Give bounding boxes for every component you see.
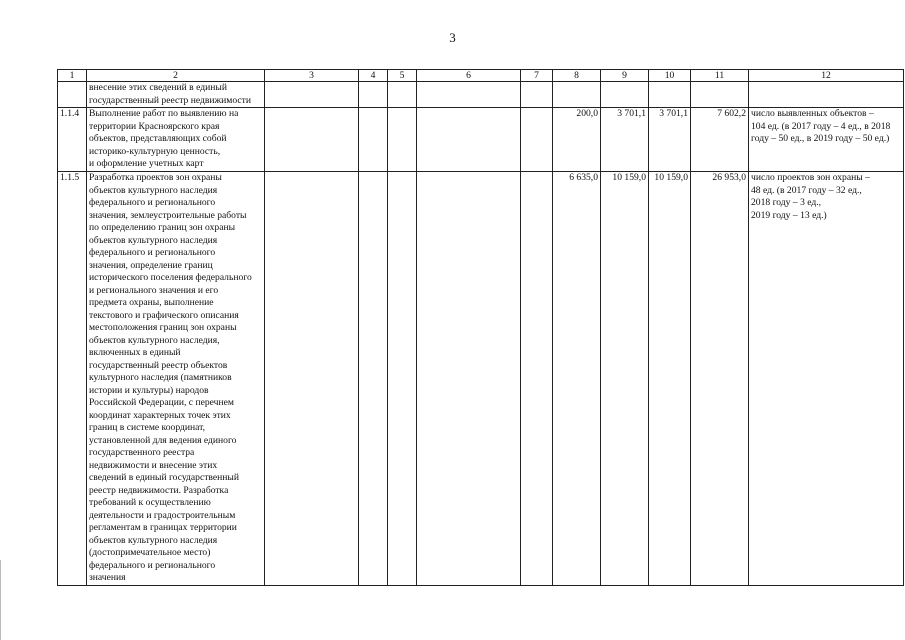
value-2017 — [553, 82, 601, 108]
empty-cell — [388, 108, 417, 172]
result-indicator: число проектов зон охраны – 48 ед. (в 2017 году – 32 ед., 2018 году – 3 ед., 2019 году – 13 ед.) — [749, 172, 904, 586]
row-description: внесение этих сведений в единый государственный реестр недвижимости — [87, 82, 265, 108]
value-2017: 200,0 — [553, 108, 601, 172]
value-2019 — [649, 82, 691, 108]
value-2017: 6 635,0 — [553, 172, 601, 586]
column-header: 12 — [749, 70, 904, 82]
table-row — [58, 82, 904, 108]
column-header: 8 — [553, 70, 601, 82]
column-header: 5 — [388, 70, 417, 82]
column-header: 3 — [265, 70, 359, 82]
empty-cell — [521, 82, 553, 108]
row-number: 1.1.4 — [58, 108, 87, 172]
value-2019: 3 701,1 — [649, 108, 691, 172]
empty-cell — [521, 172, 553, 586]
empty-cell — [265, 108, 359, 172]
value-2018: 10 159,0 — [601, 172, 649, 586]
value-total: 26 953,0 — [691, 172, 749, 586]
empty-cell — [359, 172, 388, 586]
row-number: 1.1.5 — [58, 172, 87, 586]
value-2019: 10 159,0 — [649, 172, 691, 586]
value-2018: 3 701,1 — [601, 108, 649, 172]
value-2018 — [601, 82, 649, 108]
column-number-row — [58, 70, 904, 82]
empty-cell — [388, 82, 417, 108]
empty-cell — [265, 172, 359, 586]
empty-cell — [417, 172, 521, 586]
column-header: 11 — [691, 70, 749, 82]
column-header: 4 — [359, 70, 388, 82]
scan-edge — [0, 560, 1, 640]
value-total: 7 602,2 — [691, 108, 749, 172]
result-indicator — [749, 82, 904, 108]
page-number: 3 — [449, 30, 456, 45]
column-header: 9 — [601, 70, 649, 82]
row-number — [58, 82, 87, 108]
empty-cell — [265, 82, 359, 108]
empty-cell — [417, 108, 521, 172]
empty-cell — [388, 172, 417, 586]
empty-cell — [359, 82, 388, 108]
column-header: 10 — [649, 70, 691, 82]
row-description: Выполнение работ по выявлению на территории Красноярского края объектов, представляющих собой историко-культурную ценность, и оформление учетных карт — [87, 108, 265, 172]
program-table — [57, 69, 904, 586]
column-header: 2 — [87, 70, 265, 82]
table-row — [58, 108, 904, 172]
value-total — [691, 82, 749, 108]
table-row — [58, 172, 904, 586]
column-header: 7 — [521, 70, 553, 82]
result-indicator: число выявленных объектов – 104 ед. (в 2017 году – 4 ед., в 2018 году – 50 ед., в 2019 году – 50 ед.) — [749, 108, 904, 172]
row-description: Разработка проектов зон охраны объектов культурного наследия федерального и регионального значения, землеустроительные работы по определению границ зон охраны объектов культурного наследия федерального и регионального значения, определение границ исторического поселения федерального и регионального значения и его предмета охраны, выполнение текстового и графического описания местоположения границ зон охраны объектов культурного наследия, включенных в единый государственный реестр объектов культурного наследия (памятников истории и культуры) народов Российской Федерации, с перечнем координат характерных точек этих границ в системе координат, установленной для ведения единого государственного реестра недвижимости и внесение этих сведений в единый государственный реестр недвижимости. Разработка требований к осуществлению деятельности и градостроительным регламентам в границах территории объектов культурного наследия (достопримечательное место) федерального и регионального значения — [87, 172, 265, 586]
empty-cell — [359, 108, 388, 172]
column-header: 1 — [58, 70, 87, 82]
empty-cell — [417, 82, 521, 108]
column-header: 6 — [417, 70, 521, 82]
empty-cell — [521, 108, 553, 172]
